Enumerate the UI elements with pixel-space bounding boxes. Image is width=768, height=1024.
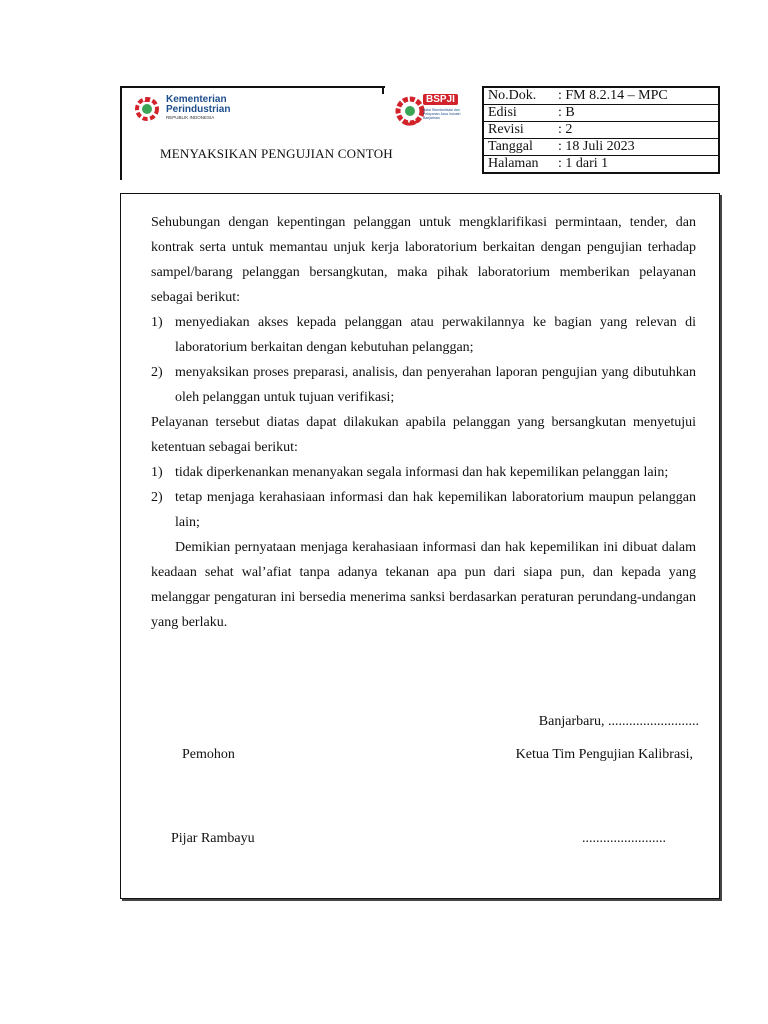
head-role: Ketua Tim Pengujian Kalibrasi, <box>515 747 693 762</box>
services-list <box>151 310 696 410</box>
info-key: Revisi <box>483 122 554 139</box>
info-value: : FM 8.2.14 – MPC <box>554 87 719 105</box>
logo-line-1: Kementerian <box>166 94 227 105</box>
document-info-table <box>482 86 720 174</box>
bspji-logo <box>395 92 481 132</box>
list-number: 1) <box>151 465 163 480</box>
info-row <box>483 122 719 139</box>
kemenperin-logo <box>132 92 242 126</box>
place-date: Banjarbaru, .......................... <box>538 714 699 729</box>
info-row <box>483 87 719 105</box>
logo-line-3: REPUBLIK INDONESIA <box>166 115 215 120</box>
info-row <box>483 105 719 122</box>
applicant-role: Pemohon <box>182 747 235 762</box>
document-title: MENYAKSIKAN PENGUJIAN CONTOH <box>160 146 393 161</box>
condition-item <box>151 485 696 535</box>
info-key: No.Dok. <box>483 87 554 105</box>
list-number: 2) <box>151 365 163 380</box>
info-value: : 18 Juli 2023 <box>554 139 719 156</box>
condition-item <box>151 460 696 485</box>
info-value: : 1 dari 1 <box>554 156 719 174</box>
header-left-border <box>120 86 122 180</box>
list-text: menyediakan akses kepada pelanggan atau perwakilannya ke bagian yang relevan di laboratorium berkaitan dengan kebutuhan pelanggan; <box>175 315 696 355</box>
info-row <box>483 156 719 174</box>
list-text: tetap menjaga kerahasiaan informasi dan hak kepemilikan laboratorium maupun pelanggan lain; <box>175 490 696 530</box>
info-value: : B <box>554 105 719 122</box>
list-text: tidak diperkenankan menanyakan segala informasi dan hak kepemilikan pelanggan lain; <box>175 465 669 480</box>
list-number: 1) <box>151 315 163 330</box>
info-key: Halaman <box>483 156 554 174</box>
condition-intro-paragraph: Pelayanan tersebut diatas dapat dilakukan apabila pelanggan yang bersangkutan menyetujui ketentuan sebagai berikut: <box>151 415 696 455</box>
list-text: menyaksikan proses preparasi, analisis, dan penyerahan laporan pengujian yang dibutuhkan oleh pelanggan untuk tujuan verifikasi; <box>175 365 696 405</box>
service-item <box>151 310 696 360</box>
document-body <box>151 210 696 635</box>
conditions-list <box>151 460 696 535</box>
info-key: Tanggal <box>483 139 554 156</box>
gear-icon <box>132 94 162 124</box>
info-key: Edisi <box>483 105 554 122</box>
logo-line-2: Perindustrian <box>166 104 231 115</box>
bspji-subtitle: Balai Standardisasi dan Pelayanan Jasa Industri Banjarbaru <box>423 108 461 120</box>
applicant-name: Pijar Rambayu <box>171 831 255 846</box>
list-number: 2) <box>151 490 163 505</box>
header-top-border <box>120 86 385 88</box>
service-item <box>151 360 696 410</box>
intro-paragraph: Sehubungan dengan kepentingan pelanggan untuk mengklarifikasi permintaan, tender, dan kontrak serta untuk memantau unjuk kerja laboratorium berkaitan dengan pengujian terhadap sampel/barang pelanggan bersangkutan, maka pihak laboratorium memberikan pelayanan sebagai berikut: <box>151 215 696 305</box>
info-value: : 2 <box>554 122 719 139</box>
head-signature-placeholder: ........................ <box>582 831 666 846</box>
document-header <box>120 86 720 182</box>
info-row <box>483 139 719 156</box>
content-frame <box>120 193 720 899</box>
header-divider <box>382 86 384 94</box>
bspji-wordmark: BSPJI <box>423 94 458 105</box>
closing-paragraph: Demikian pernyataan menjaga kerahasiaan informasi dan hak kepemilikan ini dibuat dalam keadaan sehat wal’afiat tanpa adanya tekanan apa pun dari siapa pun, dan kepada yang melanggar pengaturan ini bersedia menerima sanksi berdasarkan peraturan perundang-undangan yang berlaku. <box>151 540 696 630</box>
